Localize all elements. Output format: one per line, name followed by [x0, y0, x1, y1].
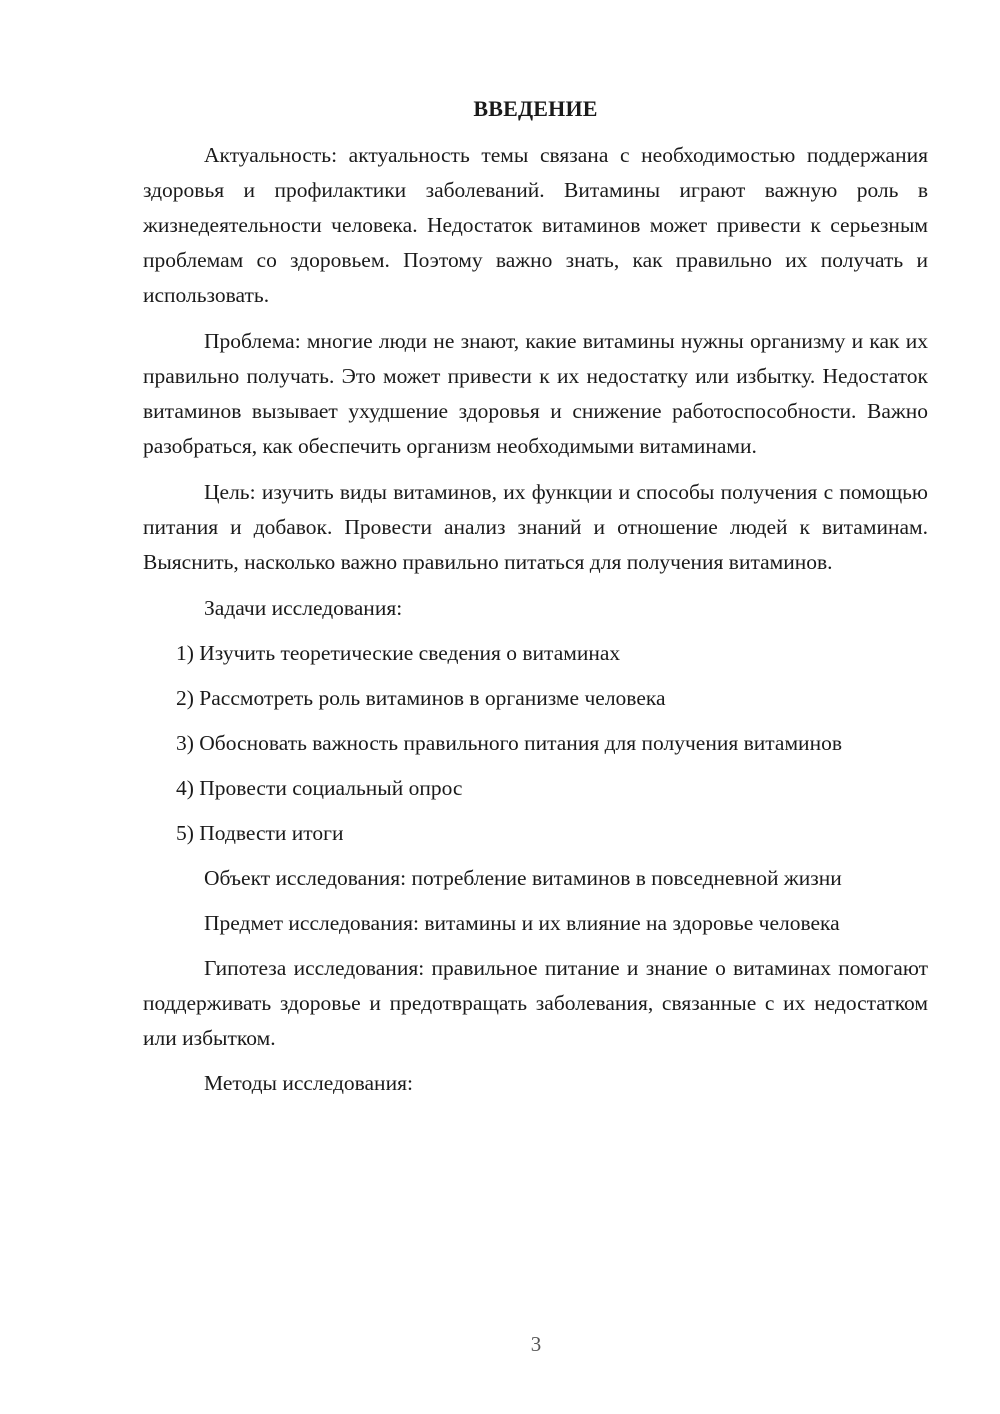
tasks-title: Задачи исследования:	[204, 596, 403, 620]
methods-title: Методы исследования:	[204, 1071, 413, 1095]
subject-paragraph: Предмет исследования: витамины и их влияние на здоровье человека	[204, 911, 840, 935]
task-item-5: 5) Подвести итоги	[176, 821, 344, 845]
relevance-paragraph: Актуальность: актуальность темы связана с необходимостью поддержания здоровья и профилактики заболеваний. Витамины играют важную роль в жизнедеятельности человека. Недостаток витаминов может привести к серьезным проблемам со здоровьем. Поэтому важно знать, как правильно их получать и использовать.	[143, 143, 928, 307]
goal-paragraph: Цель: изучить виды витаминов, их функции и способы получения с помощью питания и добавок. Провести анализ знаний и отношение людей к витаминам. Выяснить, насколько важно правильно питаться для получения витаминов.	[143, 480, 928, 574]
section-heading: ВВЕДЕНИЕ	[473, 96, 598, 121]
problem-paragraph: Проблема: многие люди не знают, какие витамины нужны организму и как их правильно получать. Это может привести к их недостатку или избытку. Недостаток витаминов вызывает ухудшение здоровья и снижение работоспособности. Важно разобраться, как обеспечить организм необходимыми витаминами.	[143, 329, 928, 458]
task-item-4: 4) Провести социальный опрос	[176, 776, 463, 800]
hypothesis-paragraph: Гипотеза исследования: правильное питание и знание о витаминах помогают поддерживать здоровье и предотвращать заболевания, связанные с их недостатком или избытком.	[143, 956, 928, 1050]
task-item-3: 3) Обосновать важность правильного питания для получения витаминов	[176, 731, 842, 755]
task-item-1: 1) Изучить теоретические сведения о витаминах	[176, 641, 621, 665]
object-paragraph: Объект исследования: потребление витаминов в повседневной жизни	[204, 866, 842, 890]
page-number: 3	[530, 1332, 542, 1356]
document-page	[143, 92, 928, 1101]
task-item-2: 2) Рассмотреть роль витаминов в организме человека	[176, 686, 666, 710]
